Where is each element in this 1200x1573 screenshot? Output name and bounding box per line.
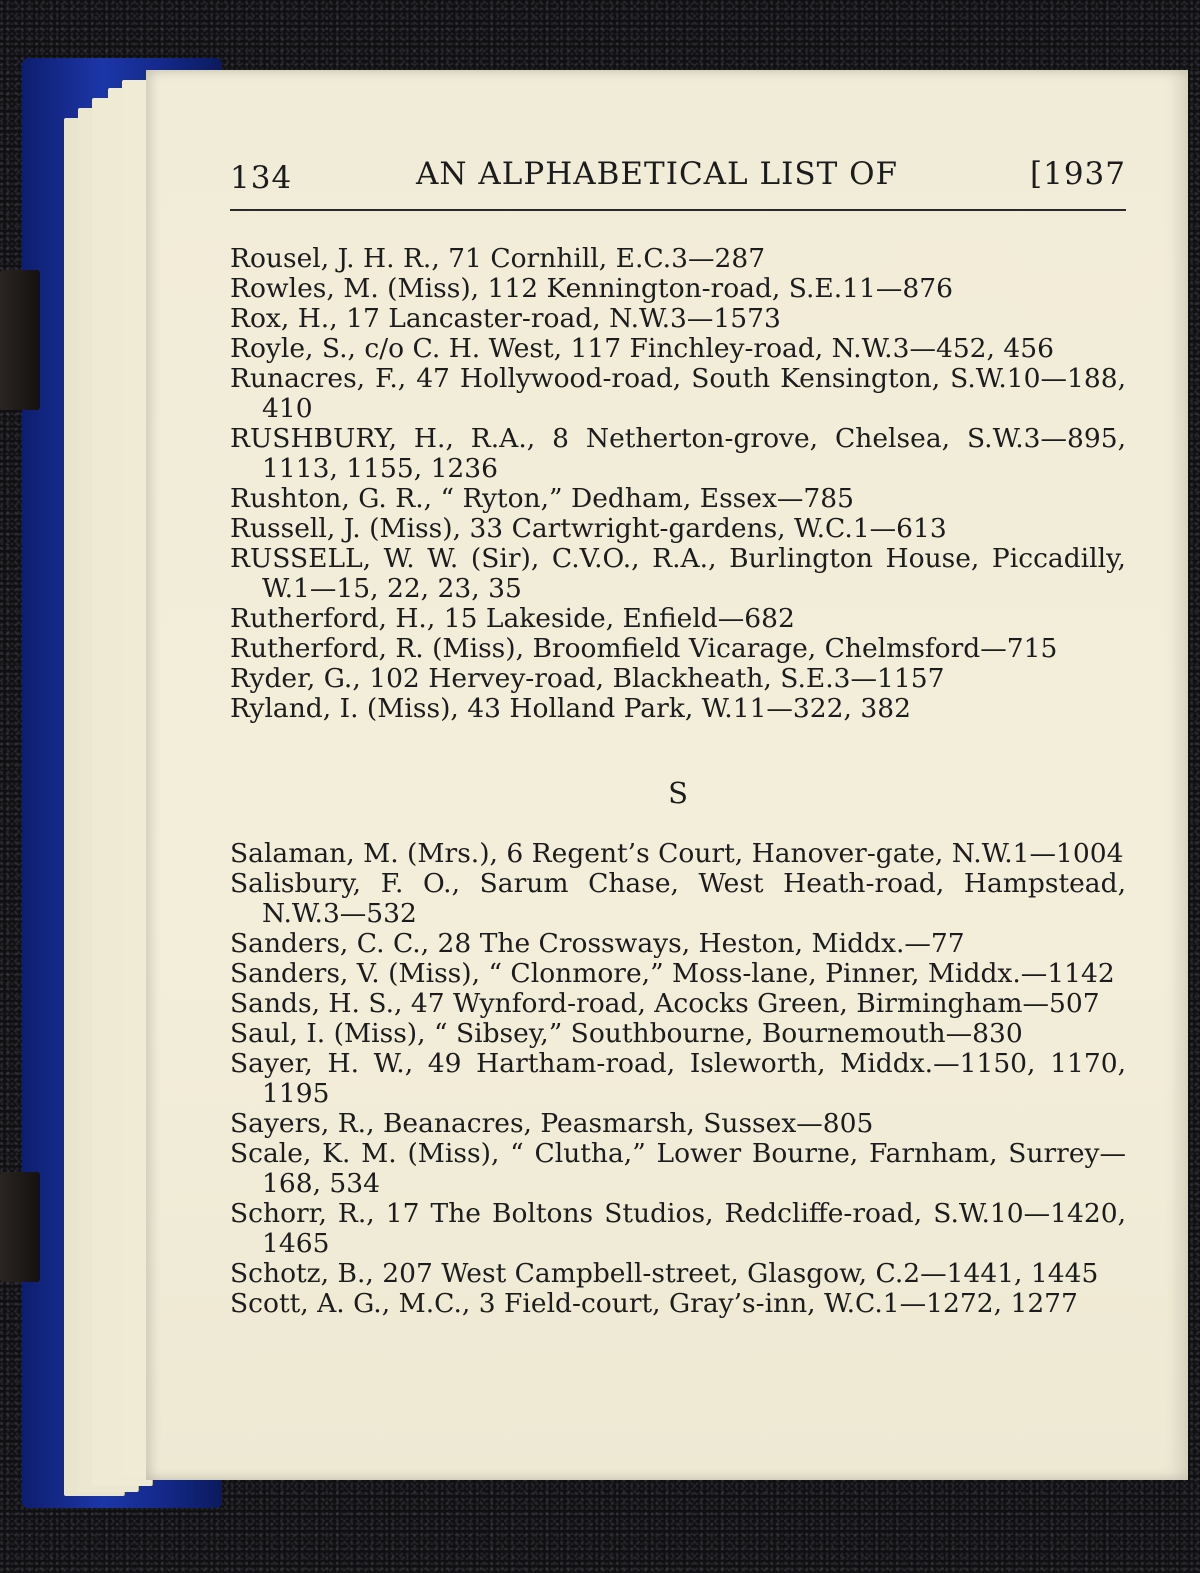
list-entry: Sands, H. S., 47 Wynford-road, Acocks Green, Birmingham—507 [230,988,1100,1019]
entries-r [230,244,1126,724]
running-title: AN ALPHABETICAL LIST OF [416,156,899,192]
list-entry: Rutherford, R. (Miss), Broomfield Vicarage, Chelmsford—715 [230,633,1058,664]
page-header [230,156,1126,200]
list-entry: Sayers, R., Beanacres, Peasmarsh, Sussex—805 [230,1108,874,1139]
list-entry: Saul, I. (Miss), “ Sibsey,” Southbourne, Bournemouth—830 [230,1018,1023,1049]
list-entry: Rowles, M. (Miss), 112 Kennington-road, S.E.11—876 [230,273,953,304]
list-entry: Ryder, G., 102 Hervey-road, Blackheath, S.E.3—1157 [230,663,945,694]
list-entry: Sanders, C. C., 28 The Crossways, Heston, Middx.—77 [230,928,965,959]
list-entry: Rushton, G. R., “ Ryton,” Dedham, Essex—785 [230,483,854,514]
list-entry: RUSHBURY, H., R.A., 8 Netherton-grove, Chelsea, S.W.3—895, 1113, 1155, 1236 [230,423,1126,484]
header-rule [230,209,1126,211]
list-entry: RUSSELL, W. W. (Sir), C.V.O., R.A., Burlington House, Piccadilly, W.1—15, 22, 23, 35 [230,543,1126,604]
header-year: [1937 [1030,156,1126,192]
list-entry: Sayer, H. W., 49 Hartham-road, Isleworth, Middx.—1150, 1170, 1195 [230,1048,1126,1109]
list-entry: Runacres, F., 47 Hollywood-road, South Kensington, S.W.10—188, 410 [230,363,1126,424]
list-entry: Ryland, I. (Miss), 43 Holland Park, W.11—322, 382 [230,693,911,724]
list-entry: Schotz, B., 207 West Campbell-street, Glasgow, C.2—1441, 1445 [230,1258,1099,1289]
cover-clasp-bottom [0,1172,40,1282]
list-entry: Scale, K. M. (Miss), “ Clutha,” Lower Bourne, Farnham, Surrey—168, 534 [230,1138,1126,1199]
cover-clasp-top [0,270,40,410]
list-entry: Russell, J. (Miss), 33 Cartwright-gardens, W.C.1—613 [230,513,947,544]
list-entry: Sanders, V. (Miss), “ Clonmore,” Moss-lane, Pinner, Middx.—1142 [230,958,1115,989]
list-entry: Rousel, J. H. R., 71 Cornhill, E.C.3—287 [230,243,766,274]
list-entry: Scott, A. G., M.C., 3 Field-court, Gray’s-inn, W.C.1—1272, 1277 [230,1288,1078,1319]
book-page [146,70,1188,1480]
list-entry: Salaman, M. (Mrs.), 6 Regent’s Court, Hanover-gate, N.W.1—1004 [230,838,1124,869]
list-entry: Schorr, R., 17 The Boltons Studios, Redcliffe-road, S.W.10—1420, 1465 [230,1198,1126,1259]
entries-s [230,839,1126,1319]
list-entry: Royle, S., c/o C. H. West, 117 Finchley-road, N.W.3—452, 456 [230,333,1054,364]
list-entry: Salisbury, F. O., Sarum Chase, West Heath-road, Hampstead, N.W.3—532 [230,868,1126,929]
list-entry: Rutherford, H., 15 Lakeside, Enfield—682 [230,603,795,634]
list-entry: Rox, H., 17 Lancaster-road, N.W.3—1573 [230,303,781,334]
section-heading: S [668,776,688,810]
page-number: 134 [230,160,293,196]
